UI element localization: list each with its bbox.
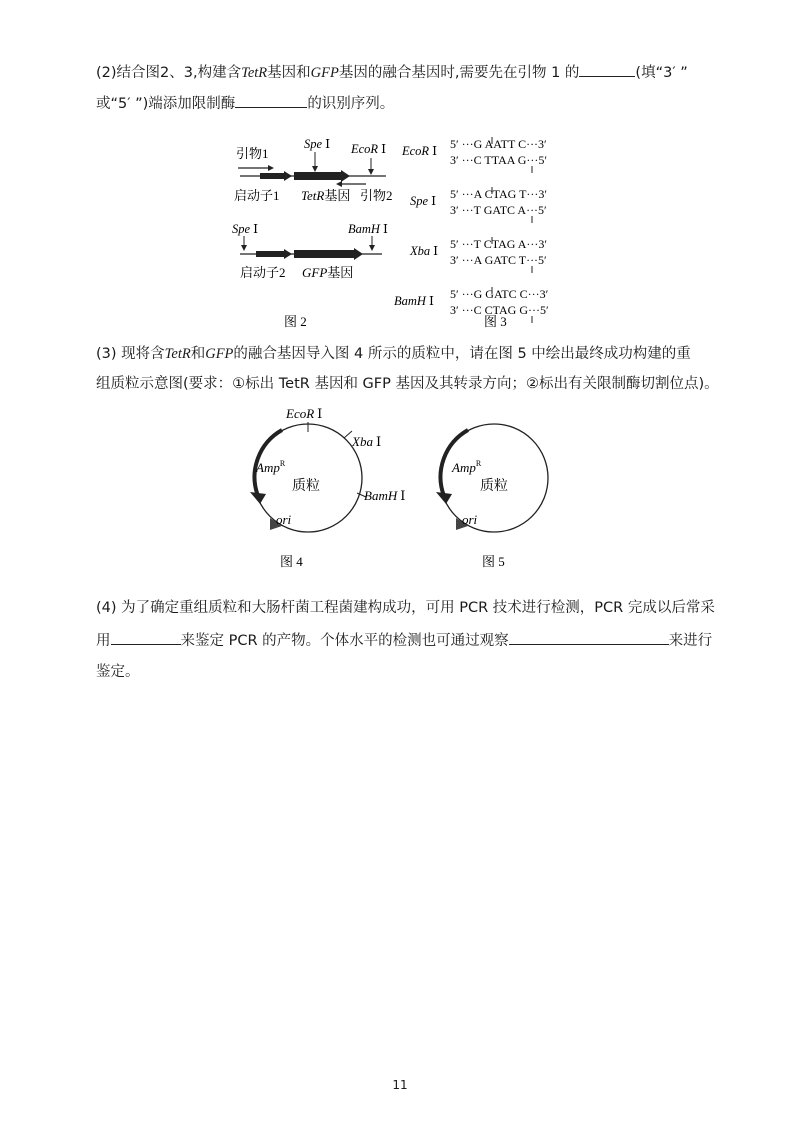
promoter1-label: 启动子1 [234, 188, 280, 203]
q4-line1 [96, 598, 715, 618]
enzyme-bottom-strand-3: 3′ ···C CTAG G···5′ [450, 303, 549, 317]
enzyme-bottom-strand-2: 3′ ···A GATC T···5′ [450, 253, 547, 267]
enzyme-top-strand-3: 5′ ···G GATC C···3′ [450, 287, 549, 301]
primer1-arrowhead [268, 165, 274, 171]
figure-4-caption: 图 4 [280, 554, 303, 569]
figure-2-caption: 图 2 [284, 314, 307, 329]
xba-site-tick [344, 431, 352, 438]
q3-text: 组质粒示意图(要求：①标出 TetR 基因和 GFP 基因及其转录方向；②标出有关限制酶切割位点)。 [96, 376, 719, 392]
primer2-label: 引物2 [360, 188, 393, 203]
enzyme-bottom-strand-0: 3′ ···C TTAA G···5′ [450, 153, 548, 167]
plasmid-label: 质粒 [480, 479, 508, 494]
q4-text: 用 [96, 633, 111, 649]
bam-site-arrowhead [369, 245, 375, 251]
primer2-arrowhead [336, 181, 342, 187]
gfp-term: GFP [310, 65, 339, 81]
tetr-term: TetR [164, 346, 191, 362]
bam-label: BamH Ⅰ [348, 222, 388, 236]
tetr-gene-label: TetR基因 [301, 188, 351, 203]
q4-text: 鉴定。 [96, 664, 140, 680]
q3-line1 [96, 344, 691, 364]
q4-text: 来鉴定 PCR 的产物。个体水平的检测也可通过观察 [180, 633, 509, 649]
page-number: 11 [392, 1078, 408, 1092]
tetr-gene-arrow [294, 170, 350, 182]
ampr-arrowhead [250, 492, 266, 504]
q2-line1 [96, 62, 688, 83]
ampr-arrowhead [436, 492, 452, 504]
q2-text: (填“3′ ” [635, 65, 688, 81]
figure-5 [428, 400, 578, 580]
q2-text: 基因的融合基因时,需要先在引物 1 的 [338, 65, 580, 81]
xba-label: Xba Ⅰ [352, 434, 382, 449]
figure-2 [226, 128, 406, 338]
enzyme-top-strand-1: 5′ ···A CTAG T···3′ [450, 187, 548, 201]
q3-text: 和 [190, 346, 206, 362]
figure-3-caption: 图 3 [484, 314, 507, 329]
enzyme-name-1: Spe Ⅰ [410, 194, 437, 208]
q4-text: 来进行 [668, 633, 713, 649]
ori-label: ori [462, 512, 478, 527]
q2-text: (2)结合图2、3,构建含 [96, 65, 242, 81]
gfp-term: GFP [205, 346, 234, 362]
spe-site-arrowhead-2 [241, 245, 247, 251]
q4-line3 [96, 662, 140, 682]
answer-blank-method[interactable] [111, 630, 181, 645]
spe-label-2: Spe Ⅰ [232, 222, 259, 236]
gfp-gene-label: GFP基因 [302, 265, 354, 280]
promoter2-arrow [256, 249, 292, 259]
answer-blank-enzyme[interactable] [235, 93, 307, 108]
figure-3 [392, 128, 582, 338]
promoter1-arrow [260, 171, 292, 181]
enzyme-bottom-strand-1: 3′ ···T GATC A···5′ [450, 203, 547, 217]
answer-blank-observation[interactable] [509, 630, 669, 645]
q2-text: 的识别序列。 [307, 96, 395, 112]
q4-text: (4) 为了确定重组质粒和大肠杆菌工程菌建构成功，可用 PCR 技术进行检测，PCR 完成以后常采 [96, 600, 715, 616]
answer-blank-end[interactable] [579, 62, 635, 77]
figure-4 [236, 400, 426, 580]
spe-site-arrowhead [312, 166, 318, 172]
q4-line2 [96, 630, 712, 651]
q3-text: 的融合基因导入图 4 所示的质粒中，请在图 5 中绘出最终成功构建的重 [233, 346, 691, 362]
spe-label: Spe Ⅰ [304, 137, 331, 151]
q2-text: 基因和 [267, 65, 311, 81]
primer1-label: 引物1 [236, 146, 269, 161]
q3-line2 [96, 374, 719, 394]
enzyme-top-strand-0: 5′ ···G AATT C···3′ [450, 137, 547, 151]
enzyme-name-2: Xba Ⅰ [410, 244, 439, 258]
ori-label: ori [276, 512, 292, 527]
ampr-label: Amp$^R$ [452, 459, 482, 475]
bam-label: BamH Ⅰ [364, 488, 406, 503]
gfp-gene-arrow [294, 248, 363, 260]
enzyme-name-3: BamH Ⅰ [394, 294, 434, 308]
tetr-term: TetR [241, 65, 268, 81]
q2-line2 [96, 93, 394, 114]
promoter2-label: 启动子2 [240, 265, 286, 280]
enzyme-name-0: EcoR Ⅰ [402, 144, 438, 158]
plasmid-label: 质粒 [292, 479, 320, 494]
figure-5-caption: 图 5 [482, 554, 505, 569]
enzyme-top-strand-2: 5′ ···T CTAG A···3′ [450, 237, 548, 251]
q3-text: (3) 现将含 [96, 346, 165, 362]
eco-label: EcoR Ⅰ [286, 406, 323, 421]
ampr-label: Amp$^R$ [256, 459, 286, 475]
eco-site-arrowhead [368, 169, 374, 175]
q2-text: 或“5′ ”)端添加限制酶 [96, 96, 236, 112]
eco-label: EcoR Ⅰ [351, 142, 387, 156]
